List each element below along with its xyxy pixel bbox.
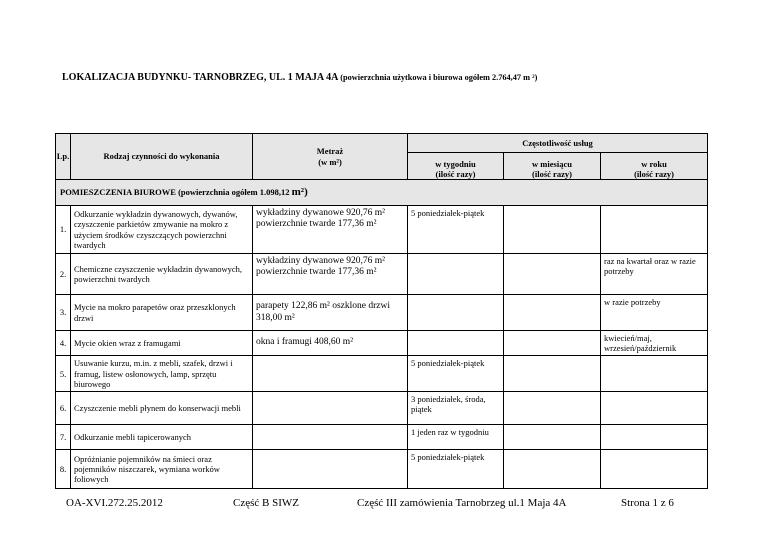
row-area: wykładziny dywanowe 920,76 m² powierzchnie twarde 177,36 m² xyxy=(253,206,408,254)
section-office xyxy=(56,180,708,206)
section-unit: m²) xyxy=(291,185,308,198)
table-row xyxy=(56,254,708,295)
row-month xyxy=(504,206,601,254)
header-area xyxy=(253,134,408,180)
row-year: w razie potrzeby xyxy=(601,295,708,331)
row-week: 5 poniedziałek-piątek xyxy=(408,449,504,488)
row-week: 5 poniedziałek-piątek xyxy=(408,206,504,254)
row-week xyxy=(408,331,504,356)
row-activity: Czyszczenie mebli płynem do konserwacji mebli xyxy=(71,391,253,424)
document-title xyxy=(62,72,537,83)
row-month xyxy=(504,254,601,295)
header-year xyxy=(601,153,708,180)
row-activity: Chemiczne czyszczenie wykładzin dywanowych, powierzchni twardych xyxy=(71,254,253,295)
row-week: 3 poniedziałek, środa, piątek xyxy=(408,391,504,424)
table-row xyxy=(56,356,708,392)
row-activity: Opróżnianie pojemników na śmieci oraz pojemników niszczarek, wymiana worków foliowych xyxy=(71,449,253,488)
row-lp: 4. xyxy=(56,331,71,356)
row-week xyxy=(408,295,504,331)
header-year-line1: w roku xyxy=(641,158,667,169)
header-week-line2: (ilość razy) xyxy=(435,168,476,179)
table-row xyxy=(56,295,708,331)
row-area xyxy=(253,356,408,392)
header-area-line1: Metraż xyxy=(316,146,344,157)
header-week xyxy=(408,153,504,180)
footer-part-iii: Część III zamówienia Tarnobrzeg ul.1 Maja 4A xyxy=(357,497,567,509)
row-month xyxy=(504,391,601,424)
title-main: LOKALIZACJA BUDYNKU- TARNOBRZEG, UL. 1 MAJA 4A xyxy=(62,72,338,83)
row-area xyxy=(253,391,408,424)
row-month xyxy=(504,424,601,449)
section-label: POMIESZCZENIA BIUROWE (powierzchnia ogółem 1.098,12 xyxy=(60,186,290,197)
row-week: 1 jeden raz w tygodniu xyxy=(408,424,504,449)
row-year xyxy=(601,424,708,449)
row-week xyxy=(408,254,504,295)
row-activity: Usuwanie kurzu, m.in. z mebli, szafek, drzwi i framug, listew osłonowych, lamp, sprzętu biurowego xyxy=(71,356,253,392)
row-area: okna i framugi 408,60 m² xyxy=(253,331,408,356)
row-area xyxy=(253,424,408,449)
row-month xyxy=(504,295,601,331)
row-activity: Mycie okien wraz z framugami xyxy=(71,331,253,356)
row-activity: Odkurzanie mebli tapicerowanych xyxy=(71,424,253,449)
row-area: wykładziny dywanowe 920,76 m² powierzchnie twarde 177,36 m² xyxy=(253,254,408,295)
footer-page: Strona 1 z 6 xyxy=(621,497,674,509)
row-activity: Odkurzanie wykładzin dywanowych, dywanów, czyszczenie parkietów zmywanie na mokro z użyciem środków czyszczących powierzchni twardych xyxy=(71,206,253,254)
row-month xyxy=(504,331,601,356)
row-lp: 1. xyxy=(56,206,71,254)
footer-part-b: Część B SIWZ xyxy=(233,497,299,509)
services-table xyxy=(55,133,708,489)
row-lp: 6. xyxy=(56,391,71,424)
row-lp: 3. xyxy=(56,295,71,331)
header-activity: Rodzaj czynności do wykonania xyxy=(71,134,253,180)
row-area xyxy=(253,449,408,488)
row-month xyxy=(504,449,601,488)
header-area-line2: (w m²) xyxy=(318,156,342,167)
row-lp: 7. xyxy=(56,424,71,449)
row-year xyxy=(601,449,708,488)
footer-ref: OA-XVI.272.25.2012 xyxy=(66,497,163,509)
row-year: raz na kwartał oraz w razie potrzeby xyxy=(601,254,708,295)
title-sub: (powierzchnia użytkowa i biurowa ogółem 2.764,47 m ²) xyxy=(340,73,538,82)
header-year-line2: (ilość razy) xyxy=(634,168,674,179)
table-row xyxy=(56,391,708,424)
header-lp: Lp. xyxy=(56,134,71,180)
row-area: parapety 122,86 m² oszklone drzwi 318,00 m² xyxy=(253,295,408,331)
table-row xyxy=(56,449,708,488)
table-row xyxy=(56,424,708,449)
row-activity: Mycie na mokro parapetów oraz przeszklonych drzwi xyxy=(71,295,253,331)
row-week: 5 poniedziałek-piątek xyxy=(408,356,504,392)
row-lp: 5. xyxy=(56,356,71,392)
row-year xyxy=(601,356,708,392)
row-lp: 8. xyxy=(56,449,71,488)
header-month-line1: w miesiącu xyxy=(532,158,572,169)
row-lp: 2. xyxy=(56,254,71,295)
row-year: kwiecień/maj, wrzesień/październik xyxy=(601,331,708,356)
table-row xyxy=(56,206,708,254)
table-row xyxy=(56,331,708,356)
row-year xyxy=(601,391,708,424)
header-frequency: Częstotliwość usług xyxy=(408,134,708,153)
header-month-line2: (ilość razy) xyxy=(532,168,572,179)
header-month xyxy=(504,153,601,180)
row-month xyxy=(504,356,601,392)
row-year xyxy=(601,206,708,254)
header-week-line1: w tygodniu xyxy=(435,158,476,169)
